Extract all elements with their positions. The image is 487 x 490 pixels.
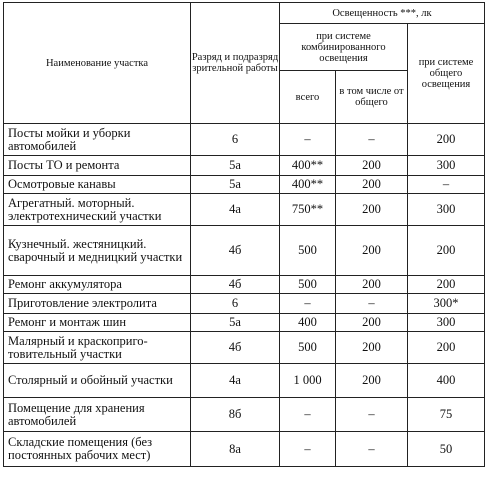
grade-cell: 4б <box>191 276 280 294</box>
general-system-cell: 300 <box>408 194 485 226</box>
header-of-general: в том числе от общего <box>336 71 408 124</box>
combined-total-cell: – <box>280 432 336 467</box>
combined-total-cell: 500 <box>280 226 336 276</box>
general-system-cell: – <box>408 176 485 194</box>
combined-of-general-cell: 200 <box>336 332 408 364</box>
combined-total-cell: – <box>280 398 336 432</box>
table-row <box>4 398 485 432</box>
general-system-cell: 300* <box>408 294 485 314</box>
general-system-cell: 200 <box>408 332 485 364</box>
grade-cell: 5а <box>191 314 280 332</box>
table-row <box>4 314 485 332</box>
general-system-cell: 200 <box>408 226 485 276</box>
table-row <box>4 176 485 194</box>
section-name-cell: Посты мойки и уборки автомобилей <box>4 124 191 156</box>
combined-of-general-cell: 200 <box>336 194 408 226</box>
grade-cell: 4б <box>191 332 280 364</box>
table-row <box>4 432 485 467</box>
combined-of-general-cell: 200 <box>336 364 408 398</box>
combined-of-general-cell: 200 <box>336 276 408 294</box>
combined-of-general-cell: – <box>336 398 408 432</box>
general-system-cell: 400 <box>408 364 485 398</box>
section-name-cell: Ремонг аккумулятора <box>4 276 191 294</box>
general-system-cell: 75 <box>408 398 485 432</box>
general-system-cell: 200 <box>408 124 485 156</box>
section-name-cell: Столярный и обойный участки <box>4 364 191 398</box>
combined-total-cell: 750** <box>280 194 336 226</box>
header-section-name: Наименование участка <box>4 3 191 124</box>
grade-cell: 8а <box>191 432 280 467</box>
section-name-cell: Ремонг и монтаж шин <box>4 314 191 332</box>
combined-of-general-cell: 200 <box>336 176 408 194</box>
combined-total-cell: – <box>280 294 336 314</box>
header-general-system: при системе общего освещения <box>408 24 485 124</box>
combined-of-general-cell: 200 <box>336 226 408 276</box>
combined-total-cell: 400** <box>280 156 336 176</box>
table-row <box>4 364 485 398</box>
grade-cell: 4а <box>191 364 280 398</box>
grade-cell: 5а <box>191 176 280 194</box>
table-row <box>4 226 485 276</box>
table-row <box>4 156 485 176</box>
table-row <box>4 194 485 226</box>
grade-cell: 6 <box>191 294 280 314</box>
section-name-cell: Приготовление электролита <box>4 294 191 314</box>
combined-of-general-cell: – <box>336 294 408 314</box>
combined-total-cell: – <box>280 124 336 156</box>
combined-total-cell: 400** <box>280 176 336 194</box>
grade-cell: 5а <box>191 156 280 176</box>
table-row <box>4 294 485 314</box>
general-system-cell: 50 <box>408 432 485 467</box>
table-row <box>4 124 485 156</box>
combined-of-general-cell: 200 <box>336 156 408 176</box>
section-name-cell: Складские помещения (без постоянных рабочих мест) <box>4 432 191 467</box>
general-system-cell: 300 <box>408 314 485 332</box>
section-name-cell: Агрегатный. моторный. электротехнический участки <box>4 194 191 226</box>
section-name-cell: Осмотровые канавы <box>4 176 191 194</box>
section-name-cell: Кузнечный. жестяницкий. сварочный и медницкий участки <box>4 226 191 276</box>
grade-cell: 4а <box>191 194 280 226</box>
grade-cell: 8б <box>191 398 280 432</box>
illumination-norms-table <box>3 2 485 467</box>
section-name-cell: Посты ТО и ремонта <box>4 156 191 176</box>
combined-of-general-cell: 200 <box>336 314 408 332</box>
general-system-cell: 300 <box>408 156 485 176</box>
combined-total-cell: 500 <box>280 276 336 294</box>
combined-total-cell: 500 <box>280 332 336 364</box>
combined-of-general-cell: – <box>336 124 408 156</box>
header-grade: Разряд и подразряд зрительной работы <box>191 3 280 124</box>
table-row <box>4 332 485 364</box>
table-row <box>4 276 485 294</box>
combined-total-cell: 400 <box>280 314 336 332</box>
header-total: всего <box>280 71 336 124</box>
header-illumination: Освещенность ***, лк <box>280 3 485 24</box>
table-body <box>4 124 485 467</box>
grade-cell: 4б <box>191 226 280 276</box>
general-system-cell: 200 <box>408 276 485 294</box>
combined-total-cell: 1 000 <box>280 364 336 398</box>
header-combined-system: при системе комбинированного освещения <box>280 24 408 71</box>
section-name-cell: Малярный и краскоприго-товительный участки <box>4 332 191 364</box>
grade-cell: 6 <box>191 124 280 156</box>
combined-of-general-cell: – <box>336 432 408 467</box>
section-name-cell: Помещение для хранения автомобилей <box>4 398 191 432</box>
